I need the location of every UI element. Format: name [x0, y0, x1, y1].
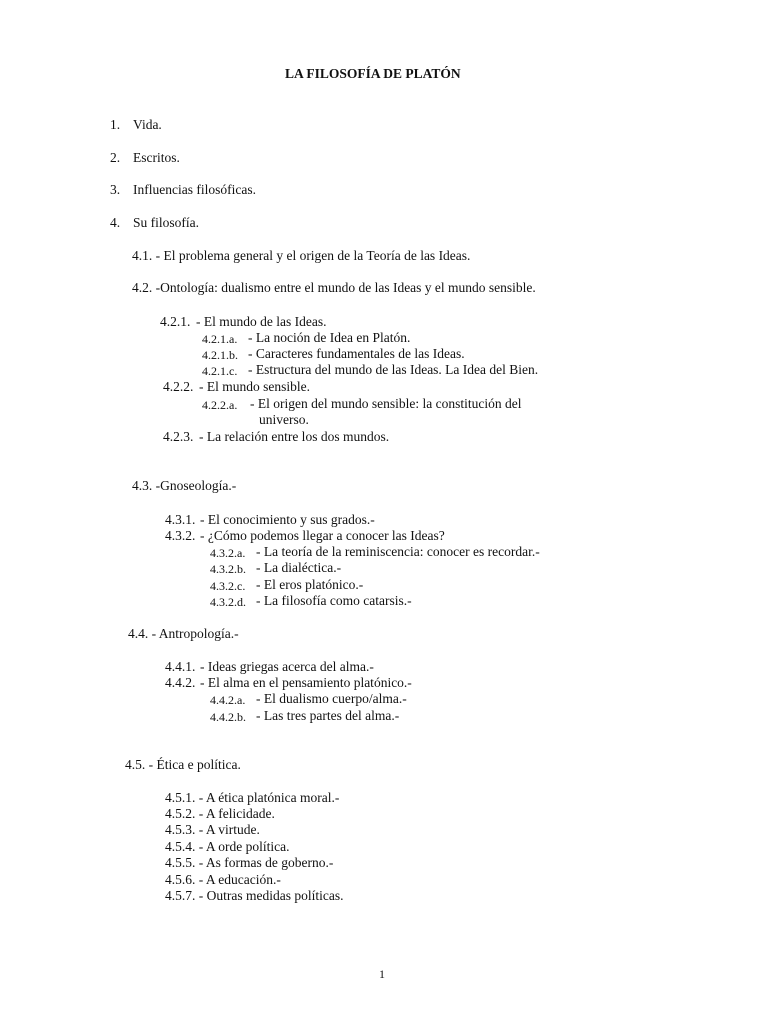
section-label: Su filosofía.	[133, 215, 199, 230]
subitem-number: 4.2.1.a.	[202, 332, 238, 346]
item-number: 4.2.3.	[163, 429, 194, 444]
subitem-label: - La noción de Idea en Platón.	[248, 330, 411, 345]
list-item: 4.5.3. - A virtude.	[165, 822, 260, 837]
subitem-number: 4.2.2.a.	[202, 398, 238, 412]
subitem-continuation: universo.	[259, 412, 309, 427]
subitem-number: 4.3.2.c.	[210, 579, 246, 593]
section-number: 2.	[110, 150, 121, 165]
subsection-4-5: 4.5. - Ética e política.	[125, 757, 241, 772]
subitem-label: - Estructura del mundo de las Ideas. La Idea del Bien.	[248, 362, 539, 377]
item-label: - ¿Cómo podemos llegar a conocer las Ideas?	[200, 528, 445, 543]
subsection-4-4: 4.4. - Antropología.-	[128, 626, 239, 641]
subitem-label: - La teoría de la reminiscencia: conocer es recordar.-	[256, 544, 540, 559]
subitem-number: 4.3.2.a.	[210, 546, 246, 560]
subitem-label: - El eros platónico.-	[256, 577, 364, 592]
section-number: 1.	[110, 117, 121, 132]
subitem-number: 4.2.1.c.	[202, 364, 238, 378]
subsection-4-3: 4.3. -Gnoseología.-	[132, 478, 237, 493]
section-label: Influencias filosóficas.	[133, 182, 256, 197]
item-label: - Ideas griegas acerca del alma.-	[200, 659, 374, 674]
section-number: 3.	[110, 182, 121, 197]
subitem-number: 4.3.2.b.	[210, 562, 246, 576]
item-label: - El alma en el pensamiento platónico.-	[200, 675, 412, 690]
subitem-number: 4.3.2.d.	[210, 595, 246, 609]
item-number: 4.4.2.	[165, 675, 196, 690]
page-number: 1	[379, 967, 385, 981]
subitem-number: 4.2.1.b.	[202, 348, 238, 362]
list-item: 4.5.7. - Outras medidas políticas.	[165, 888, 344, 903]
subitem-label: - El origen del mundo sensible: la constitución del	[250, 396, 522, 411]
item-number: 4.4.1.	[165, 659, 196, 674]
item-label: - El mundo de las Ideas.	[196, 314, 327, 329]
subitem-number: 4.4.2.b.	[210, 710, 246, 724]
section-label: Vida.	[133, 117, 162, 132]
section-number: 4.	[110, 215, 121, 230]
subitem-number: 4.4.2.a.	[210, 693, 246, 707]
item-number: 4.3.1.	[165, 512, 196, 527]
subitem-label: - La filosofía como catarsis.-	[256, 593, 412, 608]
list-item: 4.5.5. - As formas de goberno.-	[165, 855, 334, 870]
item-number: 4.3.2.	[165, 528, 196, 543]
item-label: - La relación entre los dos mundos.	[199, 429, 390, 444]
item-number: 4.2.1.	[160, 314, 191, 329]
subsection-4-1: 4.1. - El problema general y el origen de la Teoría de las Ideas.	[132, 248, 471, 263]
section-label: Escritos.	[133, 150, 180, 165]
item-label: - El mundo sensible.	[199, 379, 310, 394]
subitem-label: - El dualismo cuerpo/alma.-	[256, 691, 407, 706]
subsection-4-2: 4.2. -Ontología: dualismo entre el mundo de las Ideas y el mundo sensible.	[132, 280, 536, 295]
subitem-label: - Las tres partes del alma.-	[256, 708, 400, 723]
subitem-label: - La dialéctica.-	[256, 560, 342, 575]
list-item: 4.5.6. - A educación.-	[165, 872, 281, 887]
list-item: 4.5.1. - A ética platónica moral.-	[165, 790, 340, 805]
item-number: 4.2.2.	[163, 379, 194, 394]
item-label: - El conocimiento y sus grados.-	[200, 512, 375, 527]
page-title: LA FILOSOFÍA DE PLATÓN	[285, 66, 461, 81]
list-item: 4.5.4. - A orde política.	[165, 839, 290, 854]
subitem-label: - Caracteres fundamentales de las Ideas.	[248, 346, 465, 361]
list-item: 4.5.2. - A felicidade.	[165, 806, 275, 821]
